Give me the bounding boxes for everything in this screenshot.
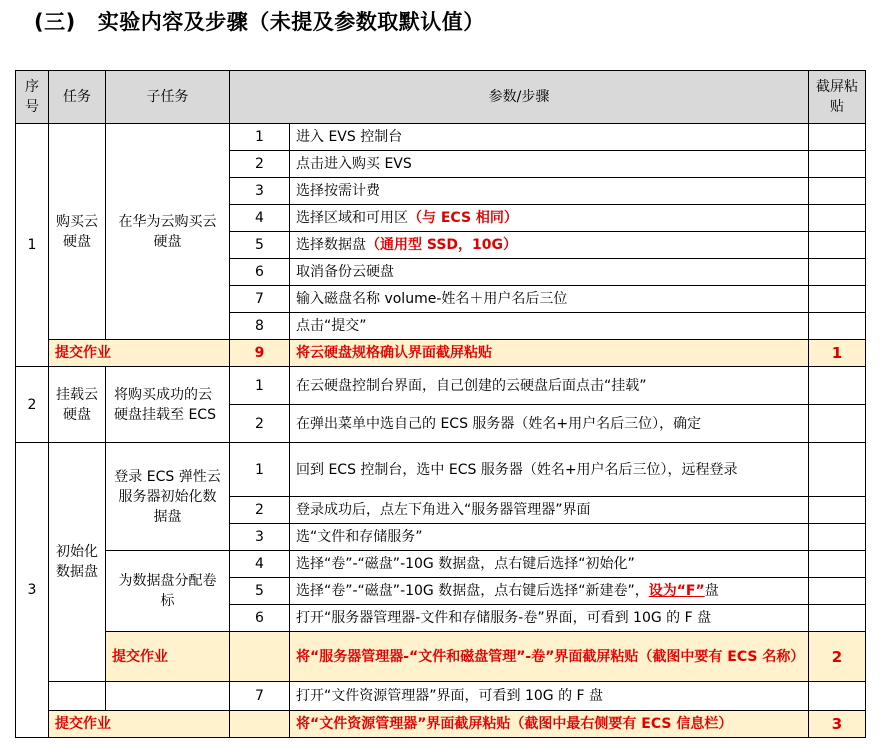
subtask-cell: 将购买成功的云硬盘挂载至 ECS xyxy=(106,367,230,443)
screenshot-cell xyxy=(809,443,866,497)
task-cell: 购买云硬盘 xyxy=(49,124,106,340)
step-tail-text: 盘 xyxy=(704,583,719,599)
step-number xyxy=(230,711,290,738)
step-main-text: 选择区域和可用区 xyxy=(296,210,408,226)
screenshot-cell xyxy=(809,497,866,524)
step-number xyxy=(230,632,290,682)
step-number: 5 xyxy=(230,578,290,605)
step-text: 打开“文件资源管理器”界面，可看到 10G 的 F 盘 xyxy=(290,682,809,711)
step-number: 6 xyxy=(230,259,290,286)
screenshot-cell xyxy=(809,313,866,340)
step-text: 在弹出菜单中选自己的 ECS 服务器（姓名+用户名后三位），确定 xyxy=(290,405,809,443)
step-text: 登录成功后，点左下角进入“服务器管理器”界面 xyxy=(290,497,809,524)
step-number: 5 xyxy=(230,232,290,259)
submit-row xyxy=(16,632,866,682)
header-row xyxy=(16,71,866,124)
submit-text: 将“文件资源管理器”界面截屏粘贴（截图中最右侧要有 ECS 信息栏） xyxy=(290,711,809,738)
step-text: 进入 EVS 控制台 xyxy=(290,124,809,151)
screenshot-cell xyxy=(809,578,866,605)
step-text xyxy=(290,578,809,605)
screenshot-badge: 1 xyxy=(809,340,866,367)
step-number: 1 xyxy=(230,443,290,497)
submit-text: 将云硬盘规格确认界面截屏粘贴 xyxy=(290,340,809,367)
submit-label: 提交作业 xyxy=(106,632,230,682)
col-params: 参数/步骤 xyxy=(230,71,809,124)
screenshot-cell xyxy=(809,232,866,259)
screenshot-cell xyxy=(809,524,866,551)
step-number: 9 xyxy=(230,340,290,367)
table-row xyxy=(16,367,866,405)
table-row xyxy=(16,682,866,711)
seq-cell: 3 xyxy=(16,443,49,738)
step-text: 点击进入购买 EVS xyxy=(290,151,809,178)
step-number: 7 xyxy=(230,286,290,313)
col-subtask: 子任务 xyxy=(106,71,230,124)
screenshot-cell xyxy=(809,551,866,578)
step-main-text: 选择数据盘 xyxy=(296,237,366,253)
table-row xyxy=(16,551,866,578)
step-number: 2 xyxy=(230,497,290,524)
col-seq: 序号 xyxy=(16,71,49,124)
step-number: 1 xyxy=(230,124,290,151)
step-red-note: （通用型 SSD，10G） xyxy=(366,237,518,253)
step-text: 回到 ECS 控制台，选中 ECS 服务器（姓名+用户名后三位），远程登录 xyxy=(290,443,809,497)
table-row xyxy=(16,443,866,497)
step-red-note: 设为“F” xyxy=(648,583,705,599)
step-number: 3 xyxy=(230,524,290,551)
subtask-cell xyxy=(106,682,230,711)
section-heading xyxy=(34,6,485,36)
step-red-note: （与 ECS 相同） xyxy=(408,210,518,226)
step-number: 4 xyxy=(230,551,290,578)
screenshot-cell xyxy=(809,682,866,711)
submit-row xyxy=(16,340,866,367)
screenshot-cell xyxy=(809,178,866,205)
step-number: 6 xyxy=(230,605,290,632)
step-text: 选择“卷”-“磁盘”-10G 数据盘，点右键后选择“初始化” xyxy=(290,551,809,578)
task-cell xyxy=(49,682,106,711)
seq-cell: 2 xyxy=(16,367,49,443)
screenshot-cell xyxy=(809,259,866,286)
seq-cell: 1 xyxy=(16,124,49,367)
table-row xyxy=(16,124,866,151)
step-text: 输入磁盘名称 volume-姓名＋用户名后三位 xyxy=(290,286,809,313)
screenshot-cell xyxy=(809,286,866,313)
screenshot-cell xyxy=(809,405,866,443)
heading-title: 实验内容及步骤（未提及参数取默认值） xyxy=(97,10,485,34)
submit-label: 提交作业 xyxy=(49,711,230,738)
step-number: 4 xyxy=(230,205,290,232)
col-screenshot: 截屏粘贴 xyxy=(809,71,866,124)
step-number: 2 xyxy=(230,405,290,443)
experiment-table xyxy=(15,70,866,738)
step-text: 点击“提交” xyxy=(290,313,809,340)
step-text: 取消备份云硬盘 xyxy=(290,259,809,286)
screenshot-cell xyxy=(809,205,866,232)
screenshot-cell xyxy=(809,367,866,405)
screenshot-badge: 2 xyxy=(809,632,866,682)
step-number: 7 xyxy=(230,682,290,711)
submit-label: 提交作业 xyxy=(49,340,230,367)
submit-text: 将“服务器管理器-“文件和磁盘管理”-卷”界面截屏粘贴（截图中要有 ECS 名称） xyxy=(290,632,809,682)
task-cell: 挂载云硬盘 xyxy=(49,367,106,443)
step-main-text: 选择“卷”-“磁盘”-10G 数据盘，点右键后选择“新建卷”， xyxy=(296,583,649,599)
step-text: 选择按需计费 xyxy=(290,178,809,205)
screenshot-badge: 3 xyxy=(809,711,866,738)
heading-number: (三) xyxy=(34,10,76,34)
step-text: 打开“服务器管理器-文件和存储服务-卷”界面，可看到 10G 的 F 盘 xyxy=(290,605,809,632)
subtask-cell: 登录 ECS 弹性云服务器初始化数据盘 xyxy=(106,443,230,551)
subtask-cell: 为数据盘分配卷标 xyxy=(106,551,230,632)
subtask-cell: 在华为云购买云硬盘 xyxy=(106,124,230,340)
step-text xyxy=(290,205,809,232)
task-cell: 初始化数据盘 xyxy=(49,443,106,682)
step-number: 8 xyxy=(230,313,290,340)
screenshot-cell xyxy=(809,151,866,178)
step-number: 3 xyxy=(230,178,290,205)
step-text xyxy=(290,232,809,259)
step-number: 1 xyxy=(230,367,290,405)
screenshot-cell xyxy=(809,605,866,632)
col-task: 任务 xyxy=(49,71,106,124)
submit-row xyxy=(16,711,866,738)
step-text: 选“文件和存储服务” xyxy=(290,524,809,551)
screenshot-cell xyxy=(809,124,866,151)
step-number: 2 xyxy=(230,151,290,178)
step-text: 在云硬盘控制台界面，自己创建的云硬盘后面点击“挂载” xyxy=(290,367,809,405)
